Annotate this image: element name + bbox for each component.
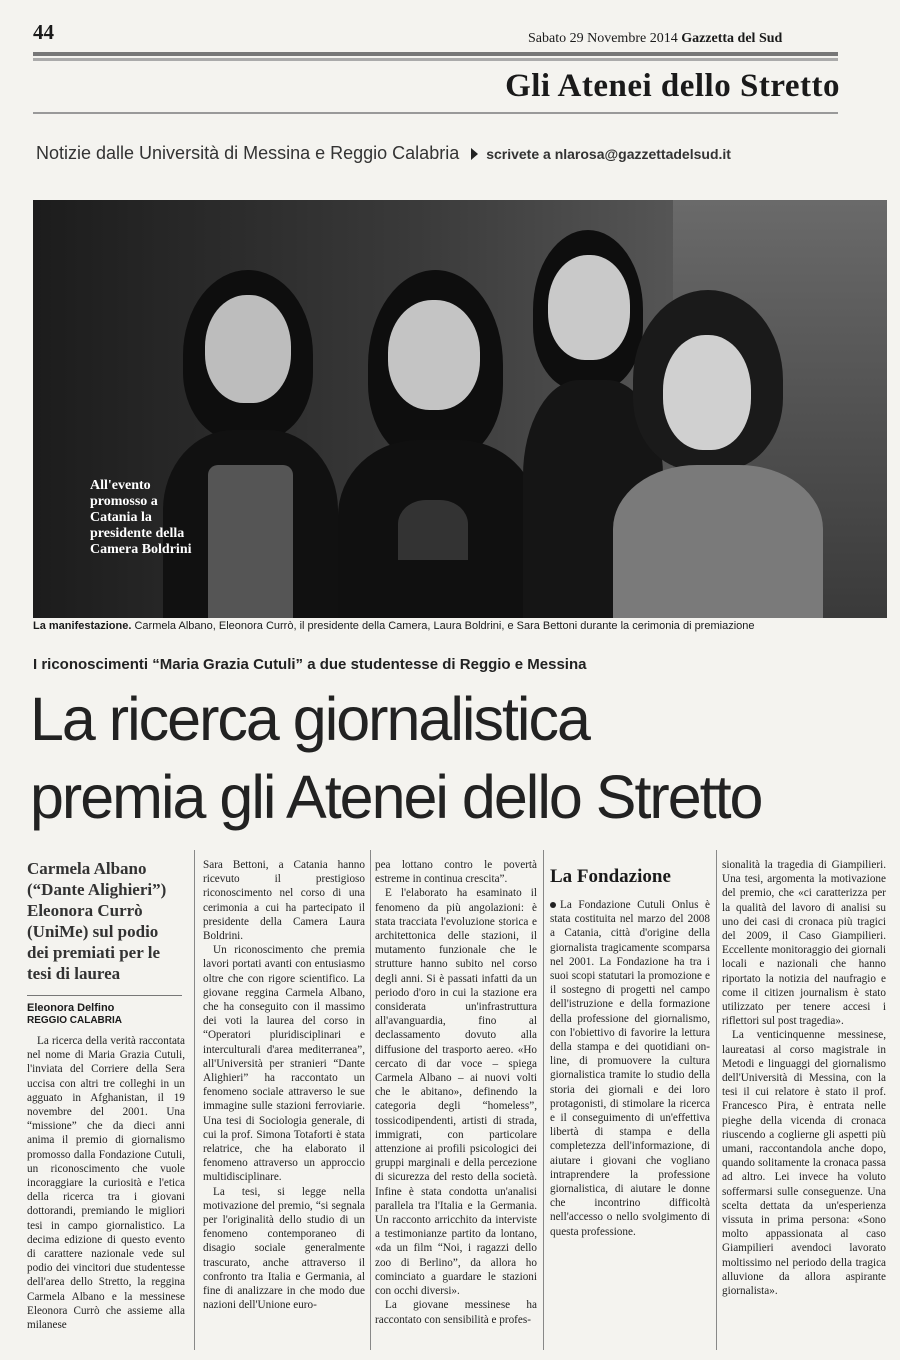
headline-line-1: La ricerca giornalistica: [30, 685, 589, 753]
paragraph: La ricerca della verità raccontata nel nome di Maria Grazia Cutuli, l'inviata del Corriere della Sera uccisa con altri tre colleghi in un agguato in Afghanistan, il 19 novembre del 2001. Una “missione” che da dieci anni anima il premio di giornalismo promosso dalla Fondazione Cutuli, un riconoscimento che vuole incoraggiare la curiosità e l'etica della ricerca tra i giovani dottorandi, premiando le migliori tesi in campo giornalistico. La decima edizione di questo evento di carattere nazionale vede sul podio dei vincitori due studentesse dell'area dello Stretto, la reggina Carmela Albano e la messinese Eleonora Currò che assieme alla milanese: [27, 1035, 185, 1332]
page-number: 44: [33, 20, 54, 44]
section-rule: [33, 112, 838, 114]
article-place: REGGIO CALABRIA: [27, 1015, 122, 1026]
issue-date: Sabato 29 Novembre 2014: [528, 31, 678, 46]
column-divider: [716, 850, 717, 1350]
section-title: Gli Atenei dello Stretto: [505, 68, 840, 104]
paragraph: sionalità la tragedia di Giampilieri. Una tesi, argomenta la motivazione del premio, che «ci caratterizza per la qualità del lavoro di analisi su uno dei casi di cronaca più tragici del 2009, il Caso Giampilieri. Eccellente monitoraggio dei giornali locali e nazionali che hanno riportato la notizia del naufragio e come il citizen journalism è stato utilizzato per tenere accesi i riflettori sul post tragedia».: [722, 859, 886, 1028]
body-column-4: [550, 898, 710, 1239]
contact-email: scrivete a nlarosa@gazzettadelsud.it: [486, 146, 731, 162]
newspaper-name: Gazzetta del Sud: [681, 31, 783, 46]
body-column-5: [722, 858, 886, 1298]
photo-credit: [33, 620, 893, 632]
body-column-1: [27, 1034, 185, 1332]
body-column-3: [375, 858, 537, 1327]
article-author: Eleonora Delfino: [27, 1002, 115, 1014]
summary-rule: [27, 995, 182, 996]
column-divider: [543, 850, 544, 1350]
sidebar-box-title: La Fondazione: [550, 866, 671, 887]
subheader-text: Notizie dalle Università di Messina e Reggio Calabria: [36, 143, 460, 163]
paragraph: Un riconoscimento che premia lavori portati avanti con entusiasmo oltre che con rigore scientifico. La giovane reggina Carmela Albano, che ha conseguito con il massimo dei voti la laurea del corso in “Operatori pluridisciplinari e interculturali d'area mediterranea”, all'Università per stranieri “Dante Alighieri” ha raccontato un fenomeno sociale attraverso le sue immagine sulle stazioni ferroviarie. Una tesi di Sociologia generale, di cui la prof. Simona Totaforti è stata relatrice, che ha elaborato il fenomeno attraverso un approccio multidisciplinare.: [203, 944, 365, 1184]
paragraph: La tesi, si legge nella motivazione del premio, “si segnala per l'originalità dello studio di un fenomeno contemporaneo di disagio sociale generalmente trascurato, anche attraverso il confronto tra Italia e Germania, al fine di analizzare in che modo due nazioni dell'Unione euro-: [203, 1185, 365, 1312]
paragraph: E l'elaborato ha esaminato il fenomeno da più angolazioni: è stata tracciata l'evoluzione storica e architettonica delle stazioni, il mutamento funzionale che le strutture hanno subito nel corso degli anni. Si è passati infatti da un periodo d'oro in cui la stazione era considerata un'infrastruttura all'avanguardia, fino al declassamento dovuto alla diffusione del trasporto aereo. «Ho cercato di dar voce – spiega Carmela Albano – ai nuovi volti che le abitano», definendo la categoria degli “homeless”, tossicodipendenti, artisti di strada, immigrati, con particolare attenzione ai profili psicologici dei gruppi marginali e della percezione di sicurezza del resto della società. Infine è stata condotta un'analisi parallela tra l'Italia e la Germania. Un racconto arricchito da interviste a testimonianze partito da lontano, «da un film “Noi, i ragazzi dello zoo di Berlino”, da allora ho cominciato a guardare le stazioni con occhi diversi».: [375, 887, 537, 1298]
header-rule-secondary: [33, 58, 838, 61]
paragraph: La giovane messinese ha raccontato con sensibilità e profes-: [375, 1299, 537, 1326]
date-line: [528, 31, 782, 47]
credit-text: Carmela Albano, Eleonora Currò, il presidente della Camera, Laura Boldrini, e Sara Bettoni durante la cerimonia di premiazione: [134, 620, 755, 632]
header-rule: [33, 52, 838, 56]
article-kicker: I riconoscimenti “Maria Grazia Cutuli” a due studentesse di Reggio e Messina: [33, 656, 587, 673]
bullet-icon: [550, 902, 556, 908]
arrow-right-icon: [471, 148, 478, 160]
headline-line-2: premia gli Atenei dello Stretto: [30, 763, 762, 831]
column-divider: [194, 850, 195, 1350]
article-summary: Carmela Albano (“Dante Alighieri”) Eleonora Currò (UniMe) sul podio dei premiati per le tesi di laurea: [27, 859, 167, 983]
column-divider: [370, 850, 371, 1350]
credit-label: La manifestazione.: [33, 620, 132, 632]
paragraph: La Fondazione Cutuli Onlus è stata costituita nel marzo del 2008 a Catania, città d'origine della giornalista tragicamente scomparsa nel 2001. La Fondazione ha tra i suoi scopi statutari la promozione e il sostegno di progetti nel campo dell'istruzione e della formazione della professione del giornalismo, con l'obiettivo di favorire la lettura della stampa e dei quotidiani on-line, di promuovere la cultura giornalistica tramite lo studio della storia dei giornali e dei loro protagonisti, di stimolare la ricerca e il conseguimento di un'effettiva libertà di stampa e della completezza dell'informazione, di aiutare i giovani che vogliano intraprendere la professione giornalistica, di aiutare le donne che incontrino difficoltà nell'accesso o nello svolgimento di questa professione.: [550, 899, 710, 1238]
paragraph: pea lottano contro le povertà estreme in continua crescita”.: [375, 859, 537, 886]
paragraph: Sara Bettoni, a Catania hanno ricevuto il prestigioso riconoscimento nel corso di una cerimonia a cui ha partecipato il presidente della Camera Laura Boldrini.: [203, 859, 365, 943]
photo-overlay-caption: All'evento promosso a Catania la presidente della Camera Boldrini: [90, 478, 192, 557]
paragraph: La venticinquenne messinese, laureatasi al corso magistrale in Metodi e linguaggi del giornalismo dell'Università di Messina, con la tesi il cui relatore è stato il prof. Francesco Pira, è entrata nelle pieghe della vicenda di cronaca riuscendo a coglierne gli aspetti più umani, raccontandola anche dopo, quando solitamente la cronaca passa ad altro. Lei invece ha voluto soffermarsi sulle conseguenze. Una scelta dettata da un'esperienza vissuta in prima persona: «Sono molto appassionata al caso Giampilieri avendoci lavorato moltissimo nel periodo della tragica alluvione da allora aspirante giornalista».: [722, 1029, 886, 1298]
body-column-2: [203, 858, 365, 1313]
section-subheader: [36, 143, 731, 164]
